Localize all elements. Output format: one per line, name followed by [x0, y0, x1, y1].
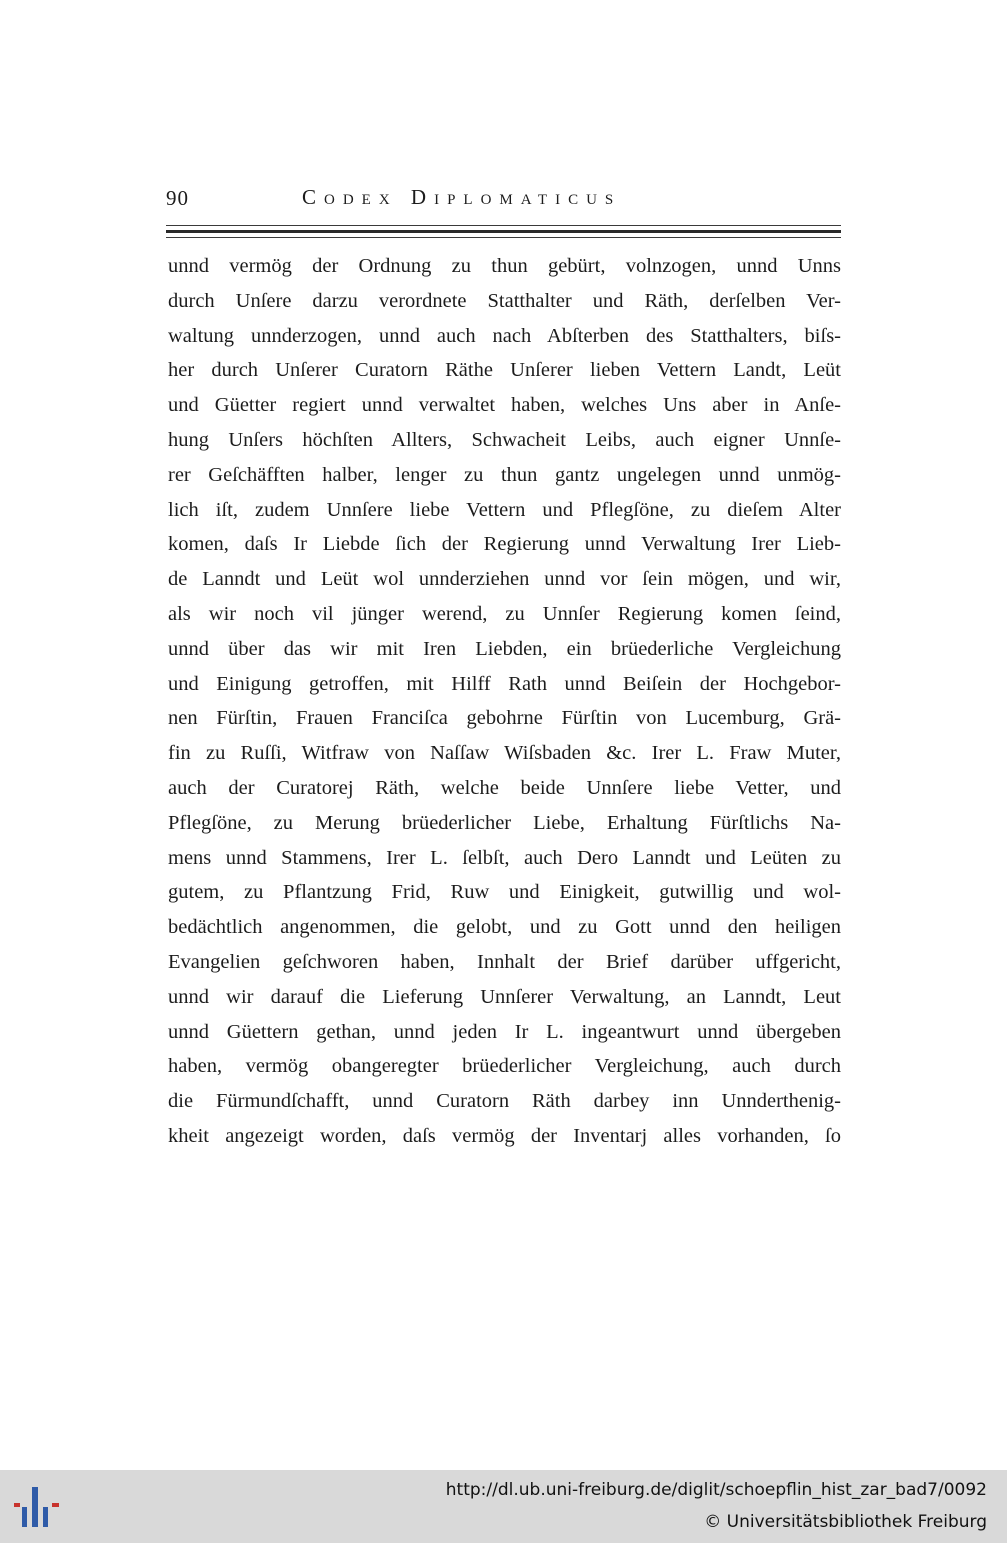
running-title: Codex Diplomaticus — [302, 185, 622, 209]
text-line: unnd vermög der Ordnung zu thun gebürt, volnzogen, unnd Unns — [168, 255, 841, 277]
text-line: unnd Güettern gethan, unnd jeden Ir L. ingeantwurt unnd übergeben — [168, 1020, 841, 1043]
text-line: bedächtlich angenommen, die gelobt, und zu Gott unnd den heiligen — [168, 916, 841, 939]
ub-freiburg-logo-icon[interactable] — [12, 1483, 64, 1531]
copyright-notice: © Universitätsbibliothek Freiburg — [704, 1512, 987, 1532]
page-number: 90 — [166, 186, 189, 210]
body-text — [168, 249, 841, 1154]
text-line: gutem, zu Pflantzung Frid, Ruw und Einigkeit, gutwillig und wol- — [168, 881, 841, 904]
text-line: auch der Curatorej Räth, welche beide Unnſere liebe Vetter, und — [168, 776, 841, 799]
text-line: waltung unnderzogen, unnd auch nach Abſterben des Statthalters, biſs- — [168, 324, 841, 347]
text-line: fin zu Ruſſi, Witfraw von Naſſaw Wiſsbaden &c. Irer L. Fraw Muter, — [168, 742, 841, 765]
text-line: de Lanndt und Leüt wol unnderziehen unnd vor ſein mögen, und wir, — [168, 568, 841, 591]
text-line: als wir noch vil jünger werend, zu Unnſer Regierung komen ſeind, — [168, 602, 841, 625]
permalink-url[interactable]: http://dl.ub.uni-freiburg.de/diglit/schoepflin_hist_zar_bad7/0092 — [445, 1480, 987, 1500]
text-line: rer Geſchäfften halber, lenger zu thun gantz ungelegen unnd unmög- — [168, 463, 841, 486]
text-line: und Güetter regiert unnd verwaltet haben, welches Uns aber in Anſe- — [168, 394, 841, 417]
text-line: Pflegſöne, zu Merung brüederlicher Liebe, Erhaltung Fürſtlichs Na- — [168, 811, 841, 834]
text-line: hung Unſers höchſten Allters, Schwacheit Leibs, auch eigner Unnſe- — [168, 428, 841, 451]
text-line: Evangelien geſchworen haben, Innhalt der Brief darüber uffgericht, — [168, 950, 841, 973]
running-head — [166, 184, 841, 214]
text-line: und Einigung getroffen, mit Hilff Rath unnd Beiſein der Hochgebor- — [168, 672, 841, 695]
text-line: lich iſt, zudem Unnſere liebe Vettern und Pflegſöne, zu dieſem Alter — [168, 498, 841, 521]
text-line: durch Unſere darzu verordnete Statthalter und Räth, derſelben Ver- — [168, 289, 841, 312]
footer-bar — [0, 1470, 1007, 1543]
text-line: unnd wir darauf die Lieferung Unnſerer Verwaltung, an Lanndt, Leut — [168, 985, 841, 1008]
text-line: die Fürmundſchafft, unnd Curatorn Räth darbey inn Unnderthenig- — [168, 1090, 841, 1113]
text-line: her durch Unſerer Curatorn Räthe Unſerer lieben Vettern Landt, Leüt — [168, 359, 841, 382]
text-line: unnd über das wir mit Iren Liebden, ein brüederliche Vergleichung — [168, 637, 841, 660]
text-line: mens unnd Stammens, Irer L. ſelbſt, auch Dero Lanndt und Leüten zu — [168, 846, 841, 869]
header-rule-thin-lower — [166, 237, 841, 238]
text-line: nen Fürſtin, Frauen Franciſca gebohrne Fürſtin von Lucemburg, Grä- — [168, 707, 841, 730]
text-line: haben, vermög obangeregter brüederlicher Vergleichung, auch durch — [168, 1055, 841, 1078]
header-rule-thick — [166, 230, 841, 233]
text-line: kheit angezeigt worden, daſs vermög der Inventarj alles vorhanden, ſo — [168, 1124, 841, 1147]
header-rule-thin — [166, 225, 841, 226]
text-line: komen, daſs Ir Liebde ſich der Regierung unnd Verwaltung Irer Lieb- — [168, 533, 841, 556]
